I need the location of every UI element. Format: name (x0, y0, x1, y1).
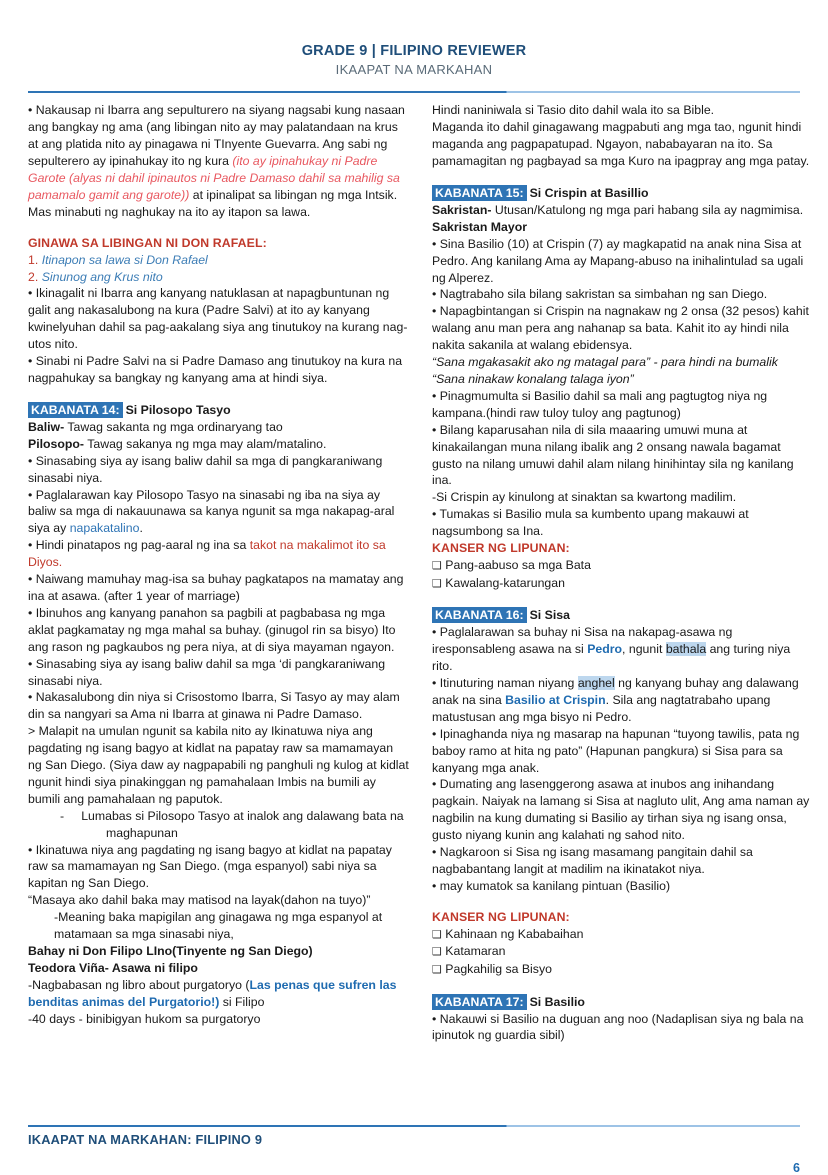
bullet-malapit-umulan: > Malapit na umulan ngunit sa kabila nito ay Ikinatuwa niya ang pagdating ng isang bagyo at kidlat na papatay raw sa mamamayan ng San Diego. (Siya daw ay nagpapabili ng panghuli ng kulog at kidlat ngunit hindi siya pinakinggan ng pamahalaan Imbis na bumili ay bumili ang pamahalaan ng paputok. (28, 724, 409, 806)
kabanata-16-name: Si Sisa (529, 608, 570, 623)
line-nagbabasan (28, 977, 410, 1011)
term-label: Baliw- (28, 419, 65, 434)
paragraph-hindi-naniniwala: Hindi naniniwala si Tasio dito dahil wala ito sa Bible. (432, 103, 715, 118)
list-text: Itinapon sa lawa si Don Rafael (41, 252, 208, 267)
list-number: 1. (28, 252, 39, 267)
bullet-ipinaghanda: • Ipinaghanda niya ng masarap na hapunan “tuyong tawilis, pata ng baboy ramo at hita ng pato” (Hapunan pangkura) si Sisa para sa kanyang mga anak. (432, 726, 800, 775)
kabanata-15-name: Si Crispin at Basillio (529, 185, 649, 200)
bullet-sinasabing-1: • Sinasabing siya ay isang baliw dahil sa mga di pangkaraniwang sinasabi niya. (28, 453, 383, 485)
text-run: si Filipo (219, 994, 265, 1009)
text-run: • Paglalarawan kay Pilosopo Tasyo na sinasabi ng iba na siya ay baliw sa mga di nakauunawa sa kanya ngunit sa mga nakapag-aral siya ay (28, 487, 395, 536)
quote-masaya: “Masaya ako dahil baka may matisod na layak(dahon na tuyo)” (28, 893, 371, 908)
two-column-body (28, 102, 810, 1090)
bullet-naiwang: • Naiwang mamuhay mag-isa sa buhay pagkatapos na mamatay ang ina at asawa. (after 1 year of marriage) (28, 572, 404, 603)
term-label: Pilosopo- (28, 436, 85, 451)
checklist-label: Pang-aabuso sa mga Bata (445, 558, 591, 573)
bullet-dumating-asawa: • Dumating ang lasenggerong asawa at inubos ang inihandang pagkain. Naiyak na lamang si Sisa at nagluto ulit, Ang ama naman ay nagbilin na kung dumating si Basilio ay tirhan siya ng isang onsa, gusto niyang kunin ang kalahati ng sahod nito. (432, 777, 810, 843)
checklist-label: Pagkahilig sa Bisyo (445, 961, 552, 976)
bullet-ibinuhos: • Ibinuhos ang kanyang panahon sa pagbili at pagbabasa ng mga aklat pagkamatay ng mga mahal sa buhay. (ginugol rin sa bisyo) Ito ang rason ng pagkaubos ng pera niya, at di siya mayaman ngayon. (28, 605, 396, 654)
header-subtitle: IKAAPAT NA MARKAHAN (335, 62, 493, 78)
header-divider (28, 91, 800, 93)
heading-teodora-vina: Teodora Viña- Asawa ni filipo (28, 960, 198, 975)
quote-meaning: -Meaning baka mapigilan ang ginagawa ng mga espanyol at matamaan sa mga sinasabi niya, (54, 910, 383, 942)
text-run: • Hindi pinatapos ng pag-aaral ng ina sa (28, 538, 250, 553)
line-40-days: -40 days - binibigyan hukom sa purgatoryo (28, 1011, 261, 1026)
page-header (28, 42, 800, 85)
text-run-blue-bold: Pedro (587, 642, 623, 657)
bullet-sina-basilio: • Sina Basilio (10) at Crispin (7) ay magkapatid na anak nina Sisa at Pedro. Ang kanilang Ama ay Mapang-abuso na inihalintulad sa ugali ng Alperez. (432, 236, 804, 285)
paragraph-maganda-ito: Maganda ito dahil ginagawang magpabuti ang mga tao, ngunit hindi maganda ang pagpapatupad. Ngayon, nababayaran na ito. Sa pamamagitan ng pagbayad sa mga Kuro na ipagpray ang mga patay. (432, 120, 810, 169)
footer-label: IKAAPAT NA MARKAHAN: FILIPINO 9 (28, 1132, 263, 1147)
spacer (432, 170, 814, 184)
text-run: • Paglalarawan sa buhay ni Sisa na nakapag-asawa ng iresponsableng asawa na si (432, 625, 733, 657)
kabanata-16-tag: KABANATA 16: (432, 607, 527, 623)
text-run: ang turing niya rito. (432, 642, 791, 674)
bullet-ikinagalit: • Ikinagalit ni Ibarra ang kanyang natuklasan at napagbuntunan ng galit ang nakasalubong na kura (Padre Salvi) at ito ay kanyang kwinelyuhan dahil sa pag-aakalang siya ang tinutukoy na kurang nag-utos nito. (28, 286, 408, 352)
checkbox-icon: ❑ (432, 559, 442, 573)
heading-ginawa-sa-libingan: GINAWA SA LIBINGAN NI DON RAFAEL: (28, 235, 267, 250)
left-column (28, 102, 410, 1090)
checkbox-icon: ❑ (432, 927, 442, 941)
term-sakristan-mayor: Sakristan Mayor (432, 219, 528, 234)
dash-marker: - (60, 808, 65, 823)
line-crispin-kinulong: -Si Crispin ay kinulong at sinaktan sa kwartong madilim. (432, 490, 737, 505)
kabanata-17-name: Si Basilio (529, 994, 585, 1009)
header-title: GRADE 9 | FILIPINO REVIEWER (301, 43, 527, 59)
checkbox-icon: ❑ (432, 945, 442, 959)
kabanata-14-heading (28, 401, 410, 419)
term-pilosopo (28, 436, 410, 453)
bullet-itinuturing-anghel (432, 675, 814, 726)
bullet-tumakas: • Tumakas si Basilio mula sa kumbento upang makauwi at nagsumbong sa Ina. (432, 507, 749, 539)
text-run-red: takot na makalimot ito sa Diyos. (28, 538, 386, 570)
term-definition: Tawag sakanya ng mga may alam/matalino. (84, 436, 327, 451)
spacer (432, 895, 814, 909)
heading-kanser-ng-lipunan-1: KANSER NG LIPUNAN: (432, 541, 570, 556)
checkbox-icon: ❑ (432, 962, 442, 976)
text-run: -Nagbabasan ng libro about purgatoryo ( (28, 977, 250, 992)
kabanata-16-heading (432, 606, 814, 624)
term-definition: Tawag sakanta ng mga ordinaryang tao (64, 419, 283, 434)
page-number: 6 (793, 1161, 800, 1175)
kabanata-14-name: Si Pilosopo Tasyo (125, 402, 231, 417)
text-run: • Nakausap ni Ibarra ang sepulturero na siyang nagsabi kung nasaan ang bangkay ng ama (ang libingan nito ay may palatandaan na krus at ang platida nito ay pinagawa ni TInyente Guevarra. Ang sabi ng sepulterero ay ipinahukay ito ng kura (28, 103, 405, 169)
bullet-hindi-pinatapos (28, 537, 410, 571)
bullet-nagtrabaho: • Nagtrabaho sila bilang sakristan sa simbahan ng san Diego. (432, 287, 768, 302)
checklist-item (432, 575, 814, 593)
sub-bullet-lumabas (28, 808, 410, 842)
term-sakristan (432, 202, 814, 219)
term-definition: Utusan/Katulong ng mga pari habang sila ay nagmimisa. (491, 202, 804, 217)
text-run: . Sila ang nagtatrabaho upang matustusan ang mga bisyo ni Pedro. (432, 692, 771, 724)
spacer (28, 221, 410, 235)
bullet-napagbintangan: • Napagbintangan si Crispin na nagnakaw ng 2 onsa (32 pesos) kahit walang anu man pera ang nahanap sa bata. Kahit ito ay hindi nila nakita sakanila at walang ebidensya. (432, 304, 809, 353)
checkbox-icon: ❑ (432, 576, 442, 590)
checklist-item (432, 926, 814, 944)
list-text: Sinunog ang Krus nito (41, 269, 163, 284)
checklist-label: Kawalang-katarungan (445, 575, 565, 590)
spacer (432, 592, 814, 606)
text-run: • Itinuturing naman niyang (432, 675, 578, 690)
text-run: , ngunit (622, 642, 666, 657)
kabanata-15-heading (432, 184, 814, 202)
bullet-paglalarawan-tasyo (28, 487, 410, 538)
text-run: at ipinalipat sa libingan ng mga Intsik. Mas minabuti ng naghukay na ito ay itapon sa lawa. (28, 187, 398, 219)
list-item (28, 269, 410, 286)
text-run-italic-red: (ito ay ipinahukay ni Padre Garote (alyas ni dahil ipinautos ni Padre Damaso dahil sa mahilig sa pamamalo gamit ang garote)) (28, 154, 400, 202)
checklist-item (432, 557, 814, 575)
list-item (28, 252, 410, 269)
highlighted-word-anghel: anghel (577, 675, 615, 690)
bullet-nakasalubong: • Nakasalubong din niya si Crisostomo Ibarra, Si Tasyo ay may alam din sa nangyari sa Ama ni Ibarra at ginawa ni Padre Damaso. (28, 690, 400, 722)
text-run: . (139, 521, 143, 536)
kabanata-15-tag: KABANATA 15: (432, 185, 527, 201)
footer-divider (28, 1125, 800, 1127)
checklist-label: Kahinaan ng Kababaihan (445, 926, 584, 941)
term-baliw (28, 419, 410, 436)
bullet-sinabi: • Sinabi ni Padre Salvi na si Padre Damaso ang tinutukoy na kura na nagpahukay sa bangkay ng kanyang ama at hindi siya. (28, 354, 403, 385)
checklist-item (432, 943, 814, 961)
highlighted-word-bathala: bathala (665, 642, 707, 657)
bullet-ikinatuwa: • Ikinatuwa niya ang pagdating ng isang bagyo at kidlat na papatay raw sa mamamayan ng San Diego. (mga espanyol) sabi niya sa kapitan ng San Diego. (28, 842, 392, 891)
spacer (28, 387, 410, 401)
kabanata-17-tag: KABANATA 17: (432, 994, 527, 1010)
sub-bullet-text: Lumabas si Pilosopo Tasyo at inalok ang dalawang bata na maghapunan (81, 808, 404, 840)
kabanata-14-tag: KABANATA 14: (28, 402, 123, 418)
bullet-sinasabing-2: • Sinasabing siya ay isang baliw dahil sa mga ‘di pangkaraniwang sinasabi niya. (28, 656, 386, 688)
bullet-paglalarawan-sisa (432, 624, 814, 675)
quote-sana-2: “Sana ninakaw konalang talaga iyon” (432, 372, 634, 386)
text-run: ng kanyang buhay ang dalawang anak na sina (432, 675, 799, 707)
list-number: 2. (28, 269, 39, 284)
paragraph-sepulturero (28, 102, 410, 220)
bullet-bilang-kaparusahan: • Bilang kaparusahan nila di sila maaaring umuwi muna at kinakailangan muna nilang ibalik ang 2 onsang nawala bagamat gusto na nilang umuwi dahil alam nilang hinihintay sila ng kanilang ina. (432, 422, 794, 488)
right-column (432, 102, 814, 1090)
kabanata-17-heading (432, 993, 814, 1011)
checklist-label: Katamaran (445, 944, 506, 959)
bullet-may-kumatok: • may kumatok sa kanilang pintuan (Basilio) (432, 878, 671, 893)
heading-bahay-ni-don-filipo: Bahay ni Don Filipo LIno(Tinyente ng San Diego) (28, 944, 313, 958)
text-run-blue-bold: Basilio at Crispin (505, 692, 606, 707)
heading-kanser-ng-lipunan-2: KANSER NG LIPUNAN: (432, 909, 570, 924)
term-label: Sakristan- (432, 202, 492, 217)
bullet-nagkaroon-pangitain: • Nagkaroon si Sisa ng isang masamang pangitain dahil sa nagbabantang langit at madilim na ikinatakot niya. (432, 845, 753, 876)
text-run-blue-bold: Las penas que sufren las benditas animas del Purgatorio!) (28, 977, 397, 1009)
bullet-pinagmumulta: • Pinagmumulta si Basilio dahil sa mali ang pagtugtog niya ng kampana.(hindi raw tuloy tuloy ang pagtunog) (432, 388, 768, 420)
bullet-nakauwi-basilio: • Nakauwi si Basilio na duguan ang noo (Nadaplisan siya ng bala na ipinutok ng guardia sibil) (432, 1011, 804, 1043)
text-run-blue: napakatalino (69, 521, 140, 536)
page-footer (28, 1125, 800, 1175)
spacer (432, 979, 814, 993)
quote-sana-1: “Sana mgakasakit ako ng matagal para” - para hindi na bumalik (432, 355, 778, 370)
checklist-item (432, 961, 814, 979)
